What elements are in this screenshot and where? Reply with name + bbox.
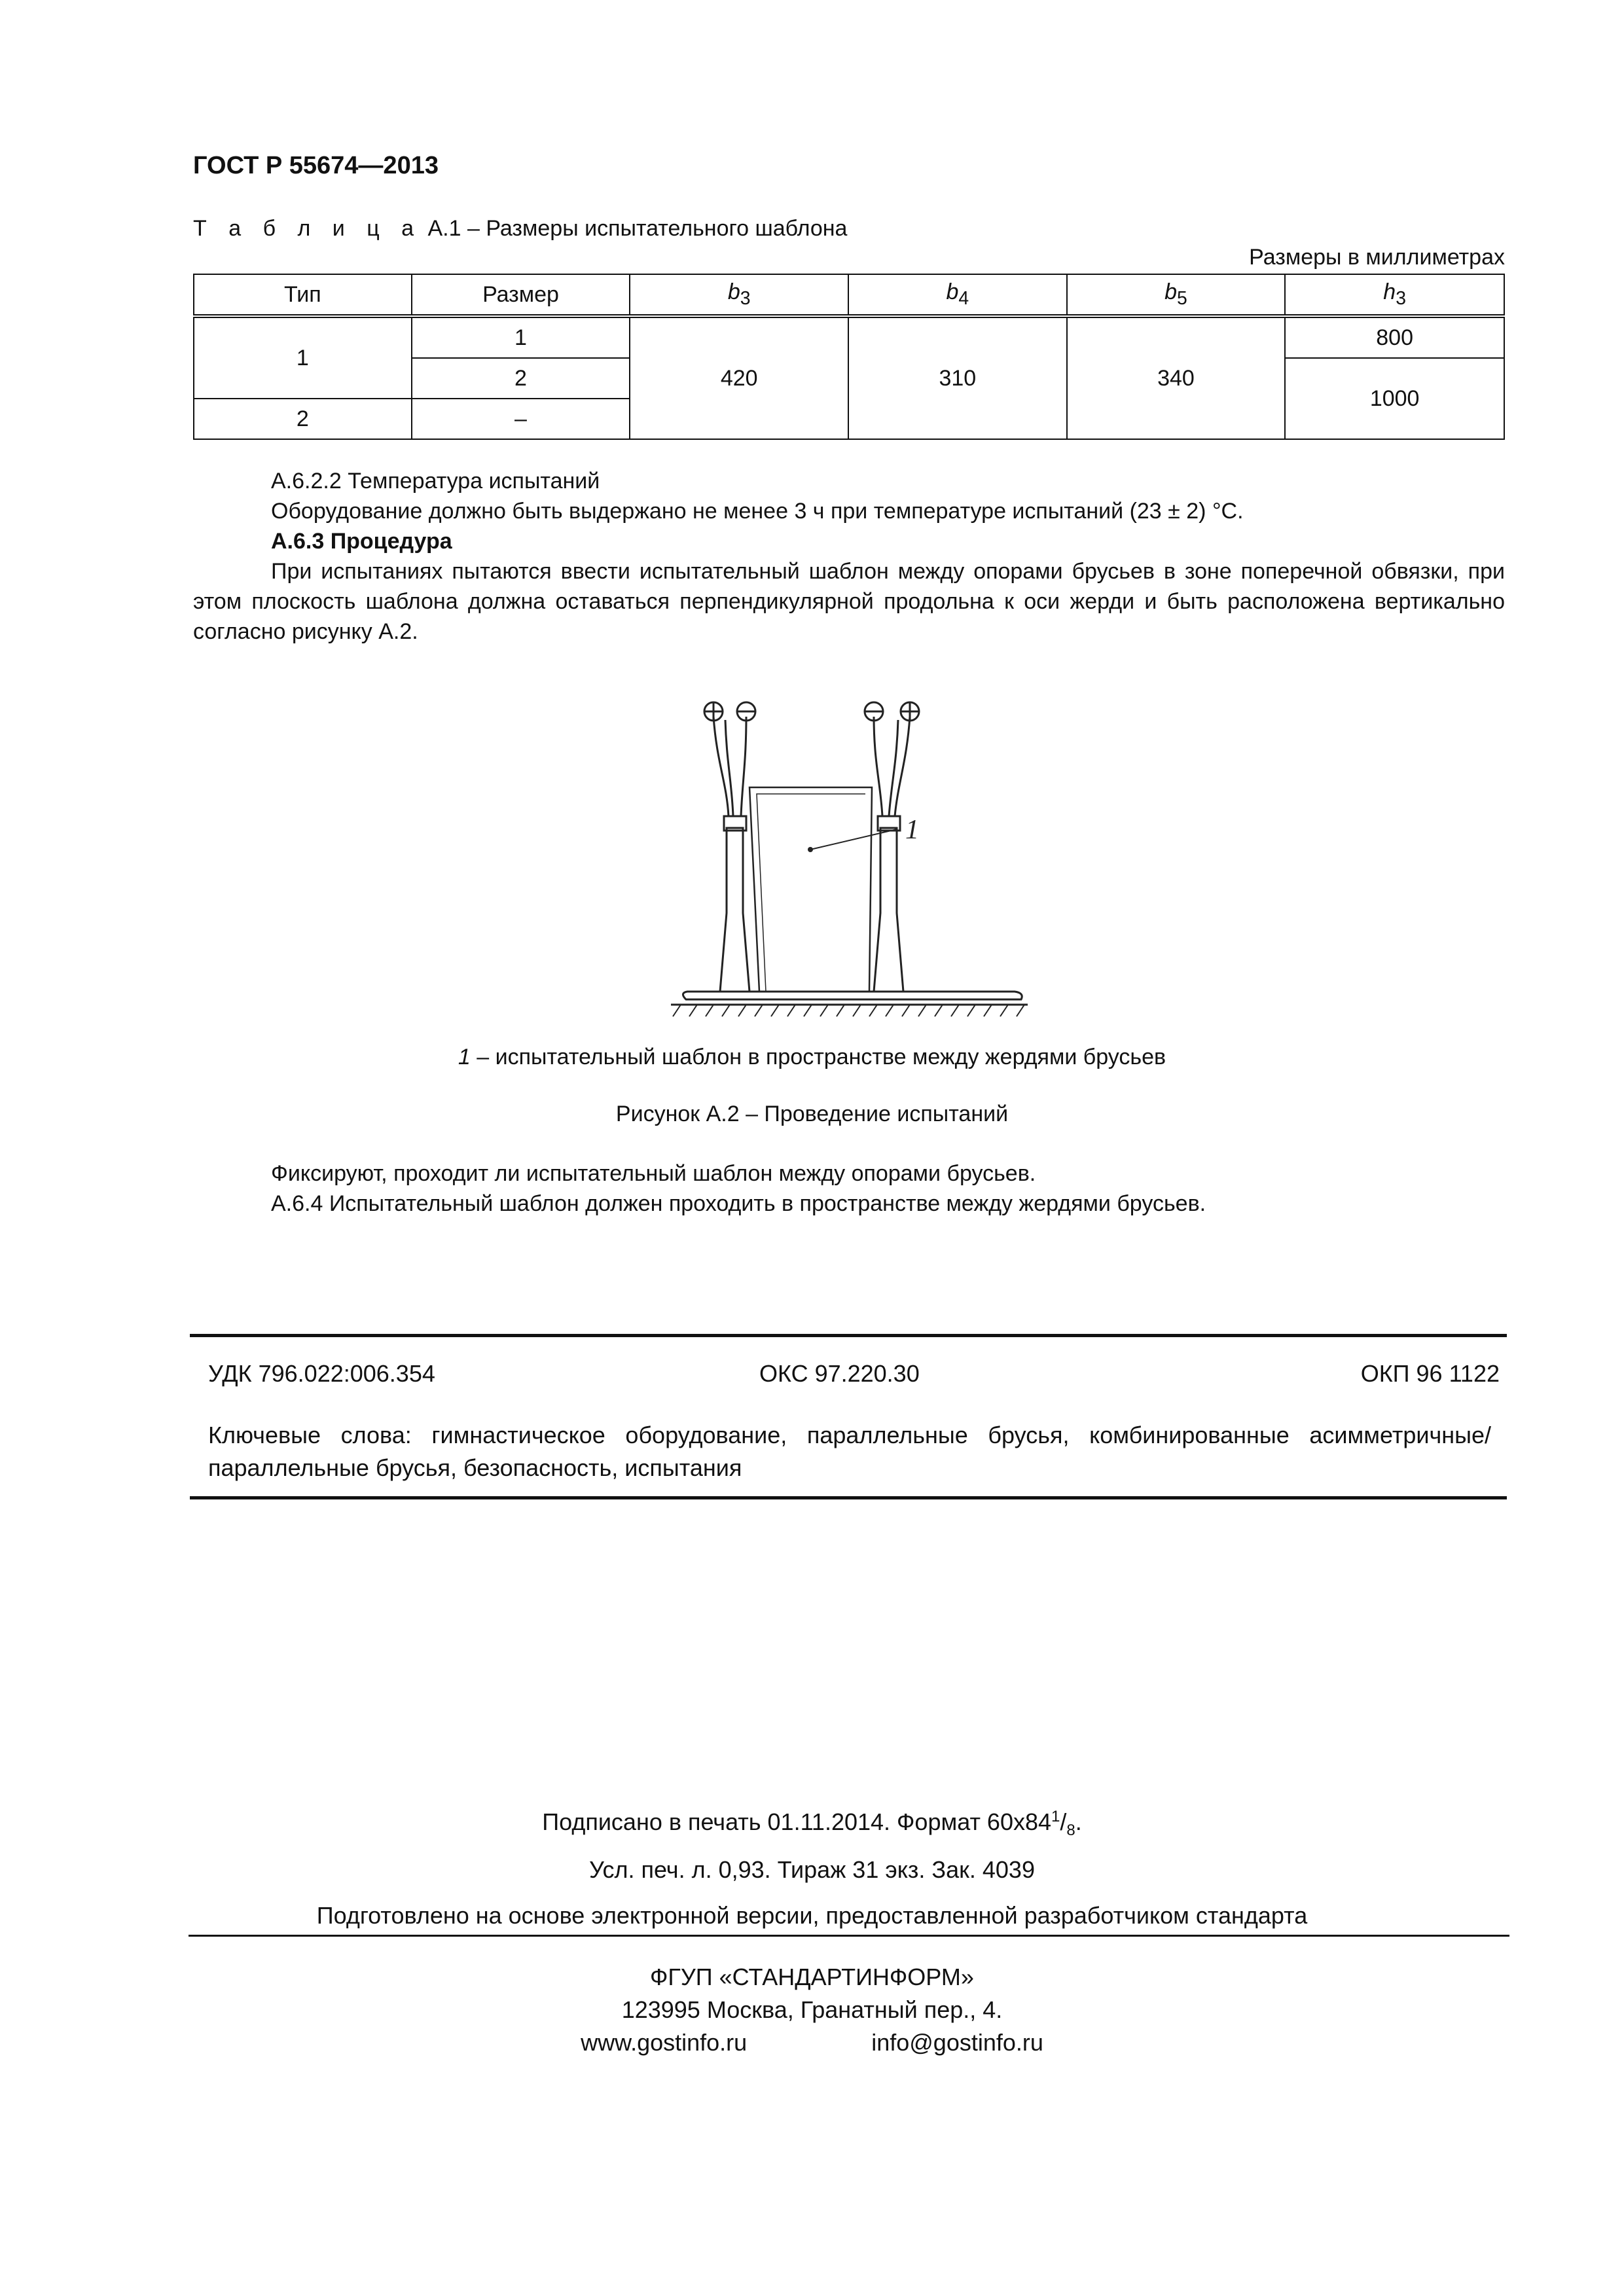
top-rule	[190, 1334, 1507, 1337]
header-b3: $b_3$	[630, 274, 848, 316]
keywords: Ключевые слова: гимнастическое оборудование, параллельные брусья, комбинированные асимметричные/параллельные брусья, безопасность, испытания	[208, 1422, 1491, 1481]
figure-legend	[0, 1045, 1624, 1070]
figure-callout: 1	[905, 815, 919, 845]
cell-type-2: 2	[194, 399, 412, 439]
publisher-name: ФГУП «СТАНДАРТИНФОРМ»	[650, 1964, 974, 1990]
test-template	[749, 787, 872, 992]
base-plate	[683, 992, 1022, 999]
cell-b3: 420	[630, 316, 848, 439]
test-setup-figure	[661, 691, 1041, 1024]
publisher-email[interactable]: info@gostinfo.ru	[871, 2029, 1043, 2056]
okp-code: ОКП 96 1122	[1360, 1360, 1500, 1387]
cell-size-2: 2	[412, 358, 630, 399]
table-units: Размеры в миллиметрах	[1249, 245, 1505, 270]
oks-code: ОКС 97.220.30	[759, 1360, 920, 1387]
table-row	[194, 316, 1504, 358]
publisher-contacts	[0, 2029, 1624, 2056]
cell-h3-800: 800	[1285, 316, 1504, 358]
imprint-line-1: Подписано в печать 01.11.2014. Формат $60х84^1/_8$.	[542, 1808, 1082, 1840]
bottom-rule	[190, 1496, 1507, 1499]
cell-type-1: 1	[194, 316, 412, 399]
document-header: ГОСТ Р 55674—2013	[193, 152, 439, 179]
publisher-address: 123995 Москва, Гранатный пер., 4.	[621, 1996, 1003, 2023]
header-size: Размер	[412, 274, 630, 316]
paragraph-temperature: Оборудование должно быть выдержано не менее 3 ч при температуре испытаний (23 ± 2) °С.	[271, 499, 1244, 524]
left-post	[704, 702, 755, 992]
figure-caption: Рисунок А.2 – Проведение испытаний	[615, 1102, 1009, 1126]
cell-size-1: 1	[412, 316, 630, 358]
paragraph-a622: А.6.2.2 Температура испытаний	[271, 469, 600, 493]
table-caption-label: Т а б л и ц а	[193, 216, 422, 241]
imprint-line-2: Усл. печ. л. 0,93. Тираж 31 экз. Зак. 4039	[589, 1856, 1035, 1883]
cell-h3-1000: 1000	[1285, 358, 1504, 439]
imprint-line-3: Подготовлено на основе электронной версии, предоставленной разработчиком стандарта	[316, 1902, 1308, 1929]
right-post	[865, 702, 919, 992]
table-header-row	[194, 274, 1504, 316]
header-b4: $b_4$	[848, 274, 1067, 316]
header-type: Тип	[194, 274, 412, 316]
table-caption	[193, 216, 847, 242]
cell-b4: 310	[848, 316, 1067, 439]
header-h3: $h_3$	[1285, 274, 1504, 316]
paragraph-a64: А.6.4 Испытательный шаблон должен проходить в пространстве между жердями брусьев.	[271, 1191, 1206, 1216]
paragraph-procedure: При испытаниях пытаются ввести испытательный шаблон между опорами брусьев в зоне поперечной обвязки, при этом плоскость шаблона должна оставаться перпендикулярной продольна к оси жерди и быть расположена вертикально согласно рисунку А.2.	[193, 559, 1505, 644]
dimensions-table	[193, 274, 1505, 440]
cell-size-3: –	[412, 399, 630, 439]
ground-hatch	[671, 1005, 1028, 1016]
figure-legend-text: – испытательный шаблон в пространстве между жердями брусьев	[470, 1045, 1166, 1069]
cell-b5: 340	[1067, 316, 1286, 439]
imprint-rule	[189, 1935, 1509, 1937]
header-b5: $b_5$	[1067, 274, 1286, 316]
udk-code: УДК 796.022:006.354	[208, 1360, 435, 1387]
section-heading-procedure: А.6.3 Процедура	[271, 529, 452, 554]
figure-legend-num: 1	[458, 1045, 471, 1069]
table-caption-text: А.1 – Размеры испытательного шаблона	[427, 216, 848, 241]
publisher-website[interactable]: www.gostinfo.ru	[581, 2029, 748, 2056]
paragraph-fixation: Фиксируют, проходит ли испытательный шаблон между опорами брусьев.	[271, 1161, 1036, 1186]
